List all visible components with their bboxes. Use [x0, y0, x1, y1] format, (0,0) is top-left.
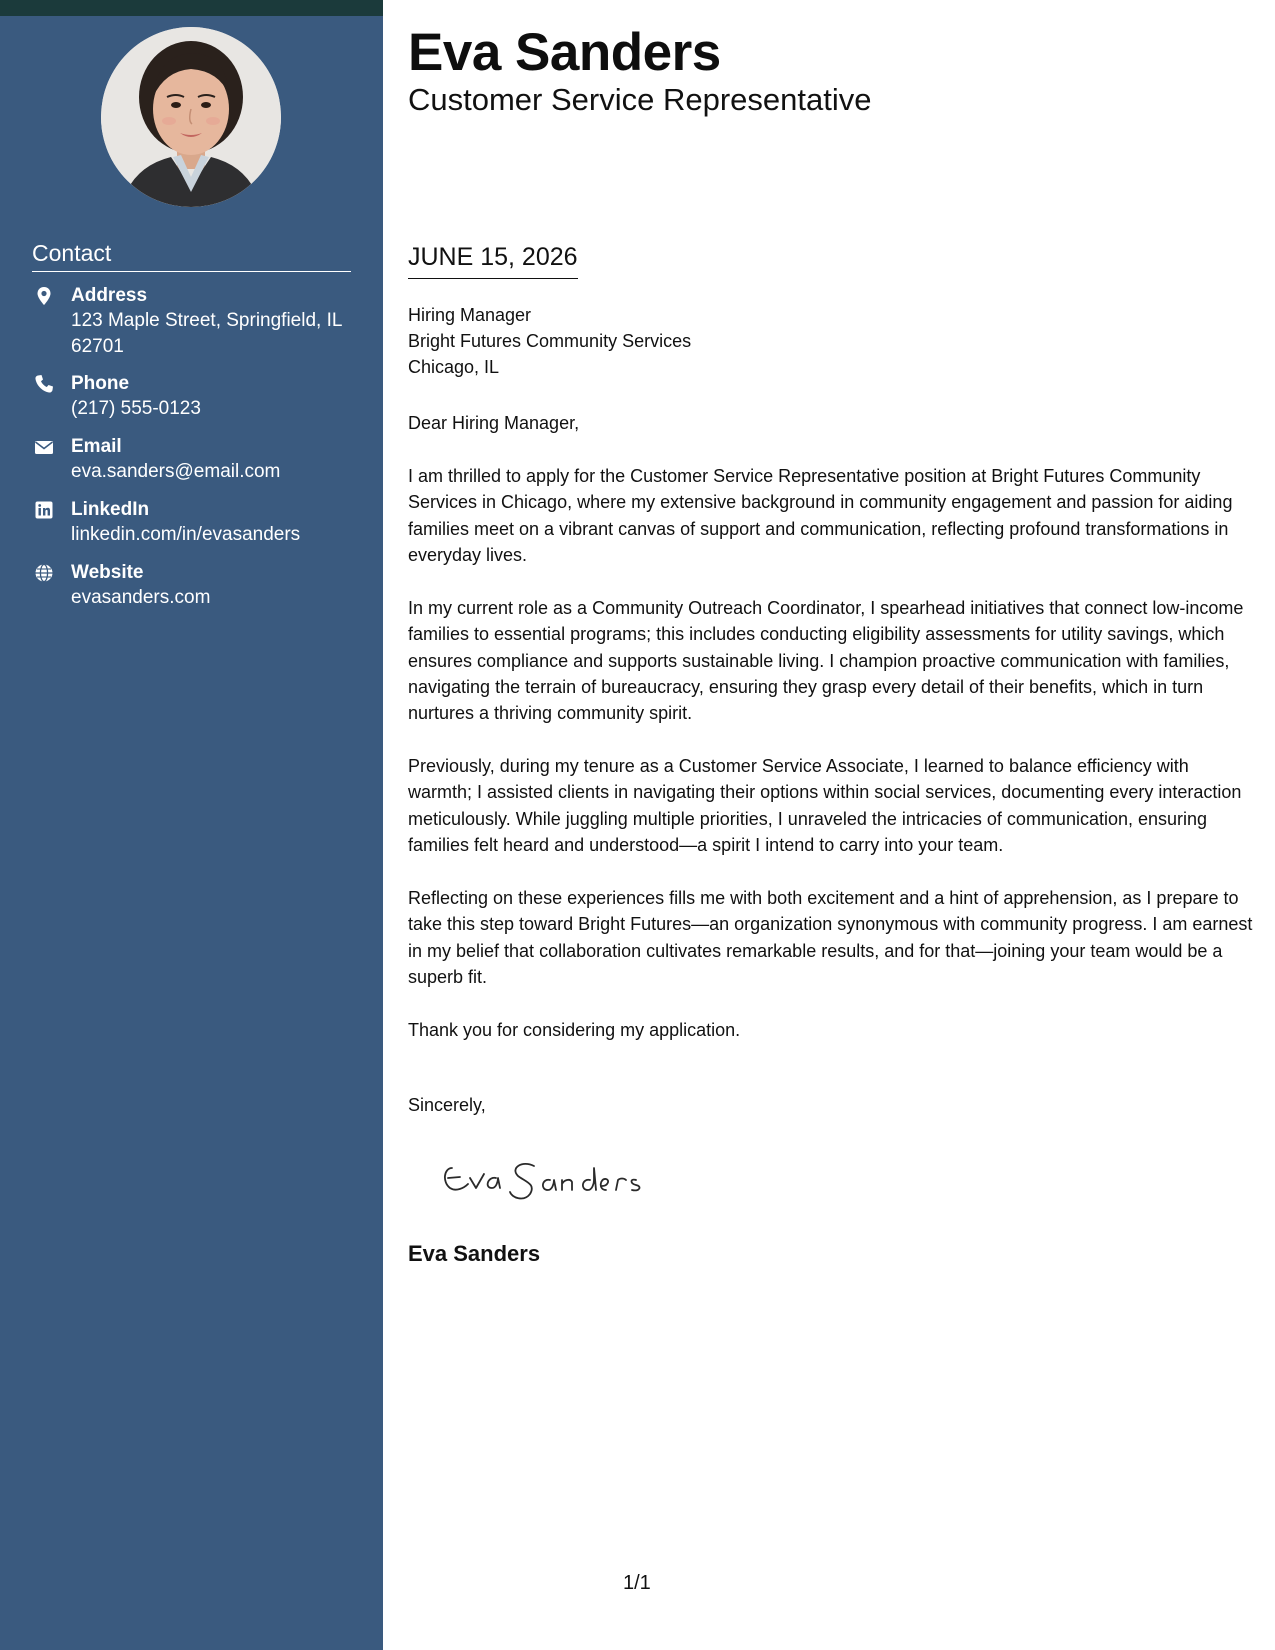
recipient-title: Hiring Manager — [408, 305, 532, 325]
handwritten-signature — [438, 1148, 668, 1208]
profile-photo — [101, 27, 281, 207]
paragraph: Previously, during my tenure as a Customer Service Associate, I learned to balance efficiency with warmth; I assisted clients in navigating their options within social services, documenting every interaction meticulously. While juggling multiple priorities, I unraveled the intricacies of communication, ensuring families felt heard and understood—a spirit I intend to carry into your team. — [408, 756, 1242, 855]
email-link[interactable]: eva.sanders@email.com — [71, 461, 281, 482]
contact-label: Website — [71, 562, 144, 583]
greeting: Dear Hiring Manager, — [408, 413, 580, 433]
paragraph: Thank you for considering my application. — [408, 1020, 741, 1040]
website-link[interactable]: evasanders.com — [71, 587, 211, 608]
paragraph: In my current role as a Community Outreach Coordinator, I spearhead initiatives that connect low-income families to essential programs; this includes conducting eligibility assessments for utility savings, which ensures compliance and supports sustainable living. I champion proactive communication with families, navigating the terrain of bureaucracy, ensuring they grasp every detail of their benefits, which in turn nurtures a thriving community spirit. — [408, 598, 1244, 724]
sidebar-top-bar — [0, 0, 383, 16]
avatar — [101, 27, 281, 207]
contact-label: Address — [71, 285, 148, 306]
letter-date: JUNE 15, 2026 — [408, 243, 578, 279]
recipient-organization: Bright Futures Community Services — [408, 331, 692, 351]
recipient-location: Chicago, IL — [408, 357, 500, 377]
contact-label: Email — [71, 436, 122, 457]
page-number: 1/1 — [623, 1572, 651, 1594]
applicant-role: Customer Service Representative — [408, 82, 872, 117]
recipient-block — [408, 302, 691, 380]
closing: Sincerely, — [408, 1095, 486, 1115]
paragraph: I am thrilled to apply for the Customer Service Representative position at Bright Futures Community Services in Chicago, where my extensive background in community engagement and passion for aiding families meet on a vibrant canvas of support and communication, reflecting profound transformations in everyday lives. — [408, 466, 1233, 565]
linkedin-icon — [34, 500, 54, 520]
contact-label: LinkedIn — [71, 499, 150, 520]
phone-icon — [34, 374, 54, 394]
contact-heading: Contact — [32, 240, 351, 272]
location-pin-icon — [34, 286, 54, 306]
globe-icon — [34, 563, 54, 583]
address-value: 123 Maple Street, Springfield, IL 62701 — [71, 310, 342, 357]
sidebar — [0, 0, 383, 1650]
contact-label: Phone — [71, 373, 130, 394]
paragraph: Reflecting on these experiences fills me with both excitement and a hint of apprehension, as I prepare to take this step toward Bright Futures—an organization synonymous with community progress. I am earnest in my belief that collaboration cultivates remarkable results, and for that—joining your team would be a superb fit. — [408, 888, 1253, 987]
envelope-icon — [34, 437, 54, 457]
phone-value: (217) 555-0123 — [71, 398, 201, 419]
linkedin-link[interactable]: linkedin.com/in/evasanders — [71, 524, 301, 545]
applicant-name: Eva Sanders — [408, 23, 721, 82]
signed-name: Eva Sanders — [408, 1241, 541, 1266]
